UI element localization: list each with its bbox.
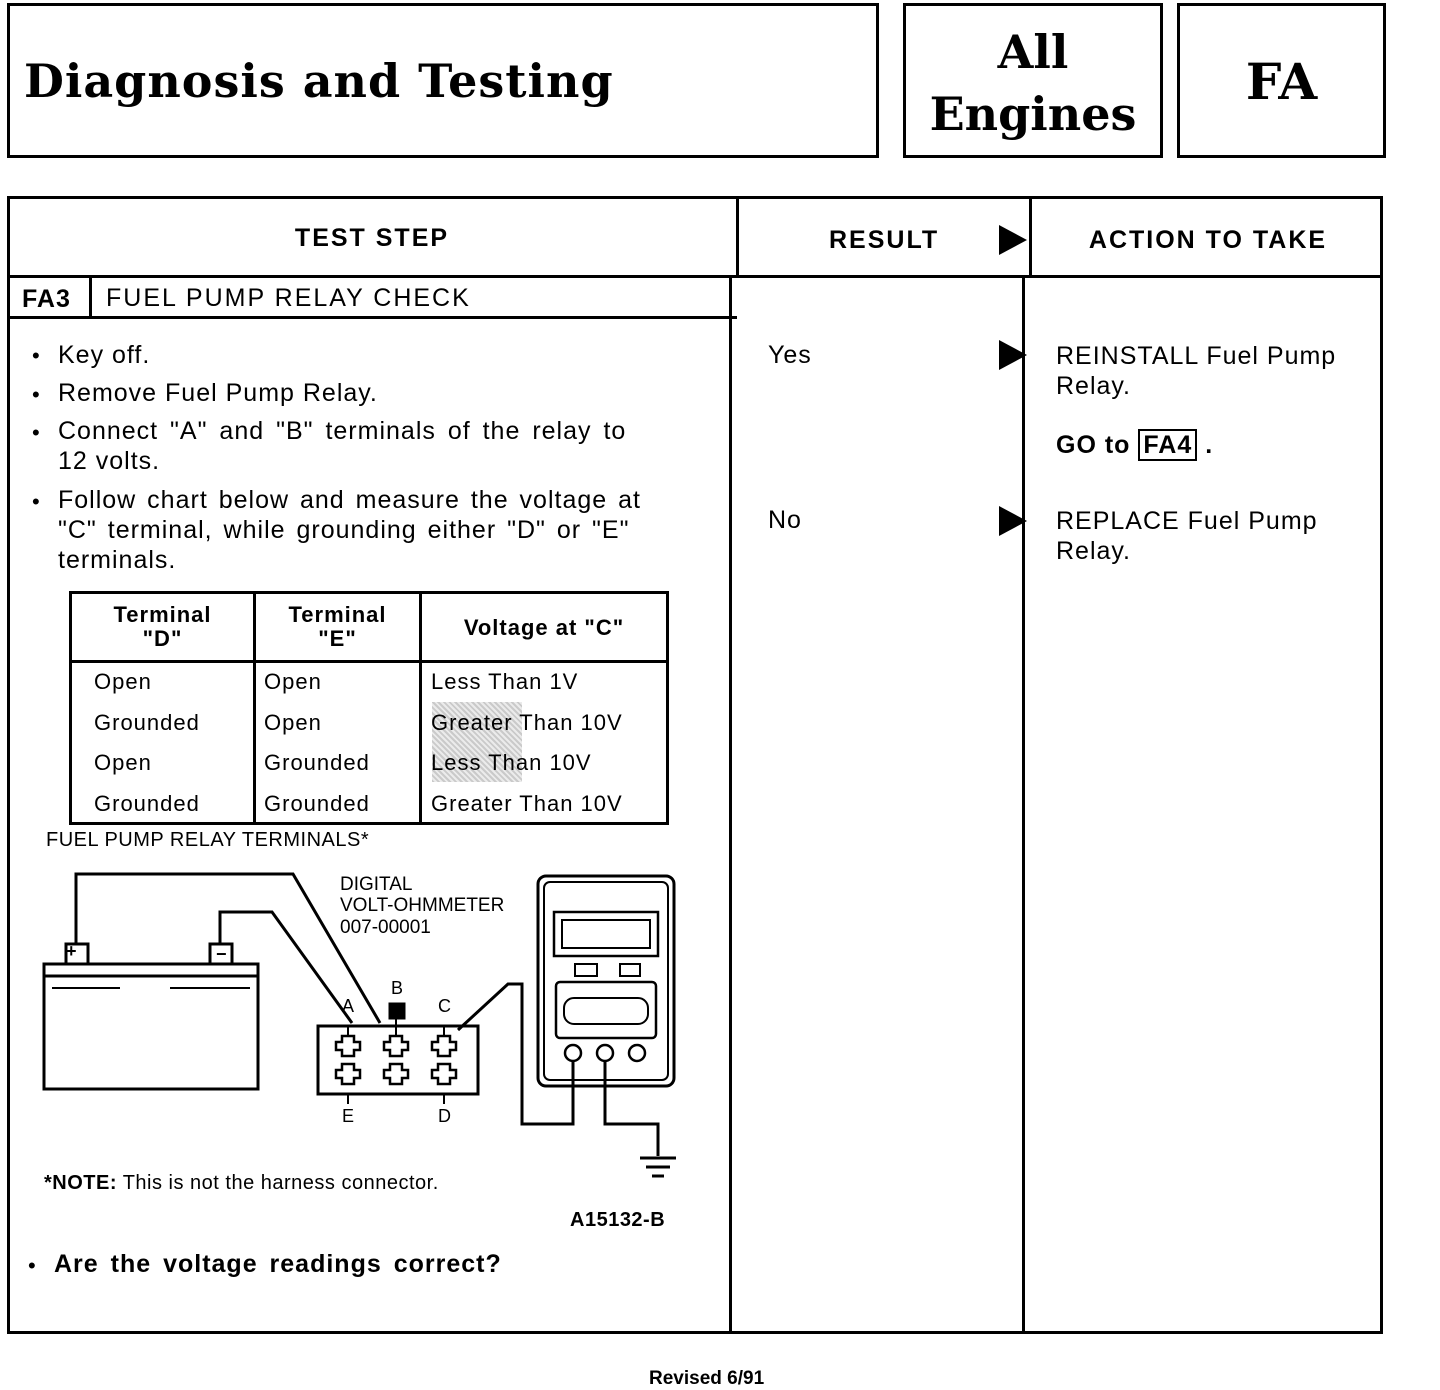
battery-icon: [44, 964, 258, 1089]
col-header-test-step: TEST STEP: [294, 224, 450, 252]
table-cell: Less Than 10V: [431, 750, 592, 775]
figure-id: A15132-B: [570, 1209, 666, 1231]
table-header-d-line1: Terminal: [113, 602, 212, 627]
table-header-e-line2: "E": [318, 626, 357, 651]
terminal-e-label: E: [342, 1106, 355, 1126]
result-arrow-icon: [999, 225, 1027, 255]
header-section-box: [1177, 3, 1386, 158]
goto-prefix: GO to: [1056, 431, 1131, 459]
meter-label-line3: 007-00001: [340, 917, 431, 938]
wire-negative: [220, 912, 355, 1023]
action-yes-line2: Relay.: [1056, 372, 1132, 400]
table-header-e-line1: Terminal: [288, 602, 387, 627]
terminal-d-label: D: [438, 1106, 451, 1126]
step-id: FA3: [22, 285, 71, 313]
col-header-result: RESULT: [829, 226, 940, 254]
footer-revised: Revised 6/91: [649, 1368, 765, 1389]
battery-plus-label: +: [66, 941, 77, 961]
step-title-divider: [7, 316, 737, 319]
table-header-c: Voltage at "C": [463, 615, 625, 640]
wiring-diagram: [30, 860, 720, 1190]
terminal-b-label: B: [391, 978, 404, 998]
relay-terminal-icons: [336, 1036, 456, 1084]
action-no-line1: REPLACE Fuel Pump: [1056, 507, 1318, 535]
table-cell: Grounded: [94, 710, 200, 735]
instruction-4-cont: "C" terminal, while grounding either "D" or "E": [58, 516, 630, 544]
table-header-d: [72, 603, 253, 651]
diagram-caption: FUEL PUMP RELAY TERMINALS*: [46, 829, 370, 851]
engines-label-line1: All: [997, 25, 1069, 79]
result-yes-arrow-icon: [999, 340, 1027, 370]
header-title-box: [7, 3, 879, 158]
bullet-icon: •: [32, 382, 40, 407]
note-text: This is not the harness connector.: [122, 1172, 439, 1194]
terminal-c-label: C: [438, 996, 451, 1016]
result-no: No: [768, 506, 802, 534]
col-header-action: ACTION TO TAKE: [1088, 226, 1328, 254]
table-cell: Open: [94, 750, 152, 775]
table-cell: Less Than 1V: [431, 669, 579, 694]
col-divider-1: [729, 278, 732, 1334]
table-cell: Open: [94, 669, 152, 694]
instruction-3-cont: 12 volts.: [58, 447, 161, 475]
voltage-table: [69, 591, 669, 825]
instruction-2: Remove Fuel Pump Relay.: [58, 379, 378, 407]
table-cell: Grounded: [264, 750, 370, 775]
terminal-a-label: A: [342, 996, 355, 1016]
battery-minus-label: −: [216, 944, 227, 964]
col-divider-2-top: [1029, 196, 1032, 278]
col-divider-2: [1022, 278, 1025, 1334]
result-yes: Yes: [768, 341, 812, 369]
instruction-4-cont2: terminals.: [58, 546, 177, 574]
bullet-icon: •: [32, 420, 40, 445]
step-question: Are the voltage readings correct?: [54, 1250, 502, 1278]
instruction-1: Key off.: [58, 341, 151, 369]
note-prefix: *NOTE:: [44, 1172, 117, 1194]
table-cell: Greater Than 10V: [431, 710, 623, 735]
header-row-divider: [7, 275, 1383, 278]
table-cell: Open: [264, 669, 322, 694]
meter-label-line1: DIGITAL: [340, 874, 413, 895]
goto-target-link[interactable]: FA4: [1138, 429, 1197, 461]
table-cell: Open: [264, 710, 322, 735]
table-header-divider: [72, 660, 666, 663]
action-no-line2: Relay.: [1056, 537, 1132, 565]
table-cell: Greater Than 10V: [431, 791, 623, 816]
table-header-e: [256, 603, 419, 651]
table-cell: Grounded: [264, 791, 370, 816]
bullet-icon: •: [32, 489, 40, 514]
step-id-divider: [89, 278, 92, 318]
table-cell: Grounded: [94, 791, 200, 816]
action-goto: [1056, 430, 1213, 460]
step-title: FUEL PUMP RELAY CHECK: [106, 284, 471, 312]
engines-label-line2: Engines: [929, 87, 1137, 141]
instruction-3: Connect "A" and "B" terminals of the relay to: [58, 417, 627, 445]
bullet-icon: •: [28, 1253, 36, 1278]
action-yes-line1: REINSTALL Fuel Pump: [1056, 342, 1337, 370]
meter-lead-ground: [605, 1061, 658, 1156]
table-header-d-line2: "D": [142, 626, 183, 651]
instruction-4: Follow chart below and measure the voltage at: [58, 486, 641, 514]
diagram-note: [44, 1172, 439, 1195]
goto-suffix: .: [1205, 431, 1214, 459]
page-title: Diagnosis and Testing: [24, 54, 614, 108]
bullet-icon: •: [32, 343, 40, 368]
meter-label-line2: VOLT-OHMMETER: [340, 895, 505, 916]
result-no-arrow-icon: [999, 506, 1027, 536]
terminal-b-clip: [390, 1004, 404, 1018]
section-code: FA: [1245, 52, 1318, 111]
header-engines-box: [903, 3, 1163, 158]
